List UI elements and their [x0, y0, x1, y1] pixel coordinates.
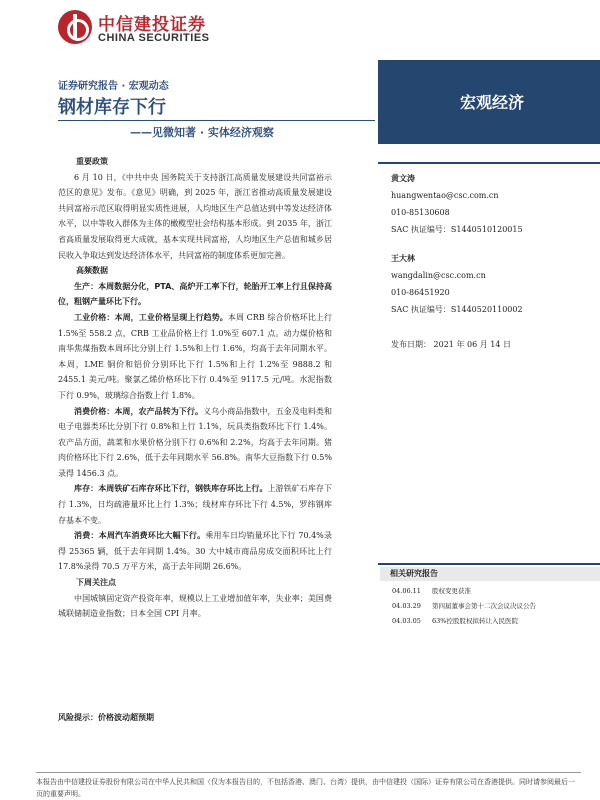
related-research-item[interactable]	[392, 599, 536, 614]
inventory-lead: 库存：本周铁矿石库存环比下行，钢铁库存环比上行。	[74, 484, 268, 494]
inventory-paragraph	[58, 481, 332, 528]
company-logo	[58, 8, 218, 50]
category-banner-label: 宏观经济	[460, 93, 525, 112]
related-research-item[interactable]	[392, 584, 536, 599]
sidebar-divider	[378, 162, 600, 164]
consumption-text: 乘用车日均销量环比下行 70.4%录得 25365 辆，低于去年同期 1.4%。30 大中城市商品房成交面积环比上行 17.8%录得 70.5 万平方米，高于去年同期 26.6%。	[58, 531, 332, 572]
consumer-price-lead: 消费价格：本周，农产品转为下行。	[74, 406, 204, 416]
related-divider	[378, 563, 600, 565]
analyst-card	[391, 250, 523, 318]
publish-date: 发布日期： 2021 年 06 月 14 日	[391, 340, 511, 349]
high-freq-heading: 高频数据	[76, 266, 108, 276]
consumer-price-text: 义乌小商品指数中，五金及电料类和电子电器类环比分别下行 0.8%和上行 1.1%，玩具类指数环比下行 1.4%。农产品方面，蔬菜和水果价格分别下行 0.6%和 2.2%，均高于去年同期。猪肉价格环比下行 2.6%，低于去年同期水平 56.8%。南华大豆指数下行 0.5%录得 1456.3 点。	[58, 406, 332, 478]
report-subtitle: ——见微知著 · 实体经济观察	[130, 126, 274, 139]
footer-divider	[36, 772, 581, 773]
related-research-item[interactable]	[392, 614, 536, 629]
analyst-phone: 010-85130608	[391, 208, 450, 217]
industrial-price-text: 本周 CRB 综合价格环比上行 1.5%至 558.2 点，CRB 工业品价格上行 1.0%至 607.1 点。动力煤价格和南华焦煤指数本周环比分别上行 1.5%和上行 1.6%，均高于去年同期水平。本周，LME 铜价和铝价分别环比下行 1.5%和上行 1.2%至 9888.2 和 2455.1 美元/吨。聚氯乙烯价格环比下行 0.4%至 9117.5 元/吨。水泥指数下行 0.9%，玻璃综合指数上行 1.8%。	[58, 312, 333, 400]
analyst-phone: 010-86451920	[391, 288, 450, 297]
next-week-paragraph: 中国城镇固定资产投资年率，规模以上工业增加值年率，失业率；美国费城联储制造业指数；日本全国 CPI 月率。	[58, 593, 332, 619]
consumption-paragraph	[58, 528, 332, 575]
industrial-price-paragraph	[58, 310, 332, 404]
related-research-list	[392, 584, 536, 629]
related-research-heading: 相关研究报告	[380, 567, 600, 581]
related-research-title: 股权变更获准	[432, 587, 471, 595]
analyst-sac: SAC 执证编号：S1440520110002	[391, 305, 523, 314]
related-research-date: 04.03.29	[392, 602, 421, 610]
footer-disclaimer: 本报告由中信建投证券股份有限公司在中华人民共和国（仅为本报告目的，不包括香港、澳门、台湾）提供，由中信建投（国际）证券有限公司在香港提供。同时请参阅最后一页的重要声明。	[36, 778, 575, 798]
related-research-date: 04.06.11	[392, 587, 421, 595]
analyst-sac: SAC 执证编号：S1440510120015	[391, 225, 523, 234]
logo-chinese-text: 中信建投证券	[98, 15, 206, 35]
next-week-heading: 下周关注点	[76, 578, 116, 588]
analyst-email[interactable]: wangdalin@csc.com.cn	[391, 271, 486, 280]
inventory-text: 上游铁矿石库存下行 1.3%，日均疏港量环比上行 1.3%；线材库存环比下行 4.5%，罗纬钢库存基本不变。	[58, 484, 332, 525]
report-title: 钢材库存下行	[58, 97, 166, 118]
key-policy-paragraph: 6 月 10 日，《中共中央 国务院关于支持浙江高质量发展建设共同富裕示范区的意见》发布。《意见》明确，到 2025 年，浙江省推动高质量发展建设共同富裕示范区取得明显实质性进展，人均地区生产总值达到中等发达经济体水平，以中等收入群体为主体的橄榄型社会结构基本形成。到 2035 年，浙江省高质量发展取得更大成就，基本实现共同富裕，人均地区生产总值和城乡居民收入争取达到发达经济体水平，共同富裕的制度体系更加完善。	[58, 172, 332, 260]
industrial-price-lead: 工业价格：本周，工业价格呈现上行趋势。	[74, 312, 228, 322]
logo-english-text: CHINA SECURITIES	[98, 32, 210, 44]
title-divider	[58, 120, 375, 121]
related-research-title: 63%控股股权拟转让入民医院	[432, 617, 518, 625]
consumer-price-paragraph	[58, 404, 332, 482]
key-policy-heading: 重要政策	[76, 157, 108, 166]
analyst-name: 王大林	[391, 254, 415, 263]
consumption-lead: 消费：本周汽车消费环比大幅下行。	[74, 531, 206, 541]
company-logo-icon	[58, 10, 92, 44]
production-lead: 生产：本周数据分化，PTA、高炉开工率下行，轮胎开工率上行且保持高位，粗钢产量环比下行。	[58, 281, 332, 307]
analyst-card	[391, 170, 523, 238]
related-research-date: 04.03.05	[392, 617, 421, 625]
risk-warning: 风险提示：价格波动超预期	[58, 713, 154, 722]
related-research-title: 第四届董事会第十二次会议决议公告	[432, 602, 536, 610]
analyst-name: 黄文涛	[391, 174, 415, 183]
analyst-email[interactable]: huangwentao@csc.com.cn	[391, 191, 499, 200]
production-paragraph	[58, 279, 332, 310]
report-type: 证券研究报告 · 宏观动态	[58, 81, 169, 92]
category-banner	[378, 60, 600, 144]
report-body	[58, 154, 332, 622]
